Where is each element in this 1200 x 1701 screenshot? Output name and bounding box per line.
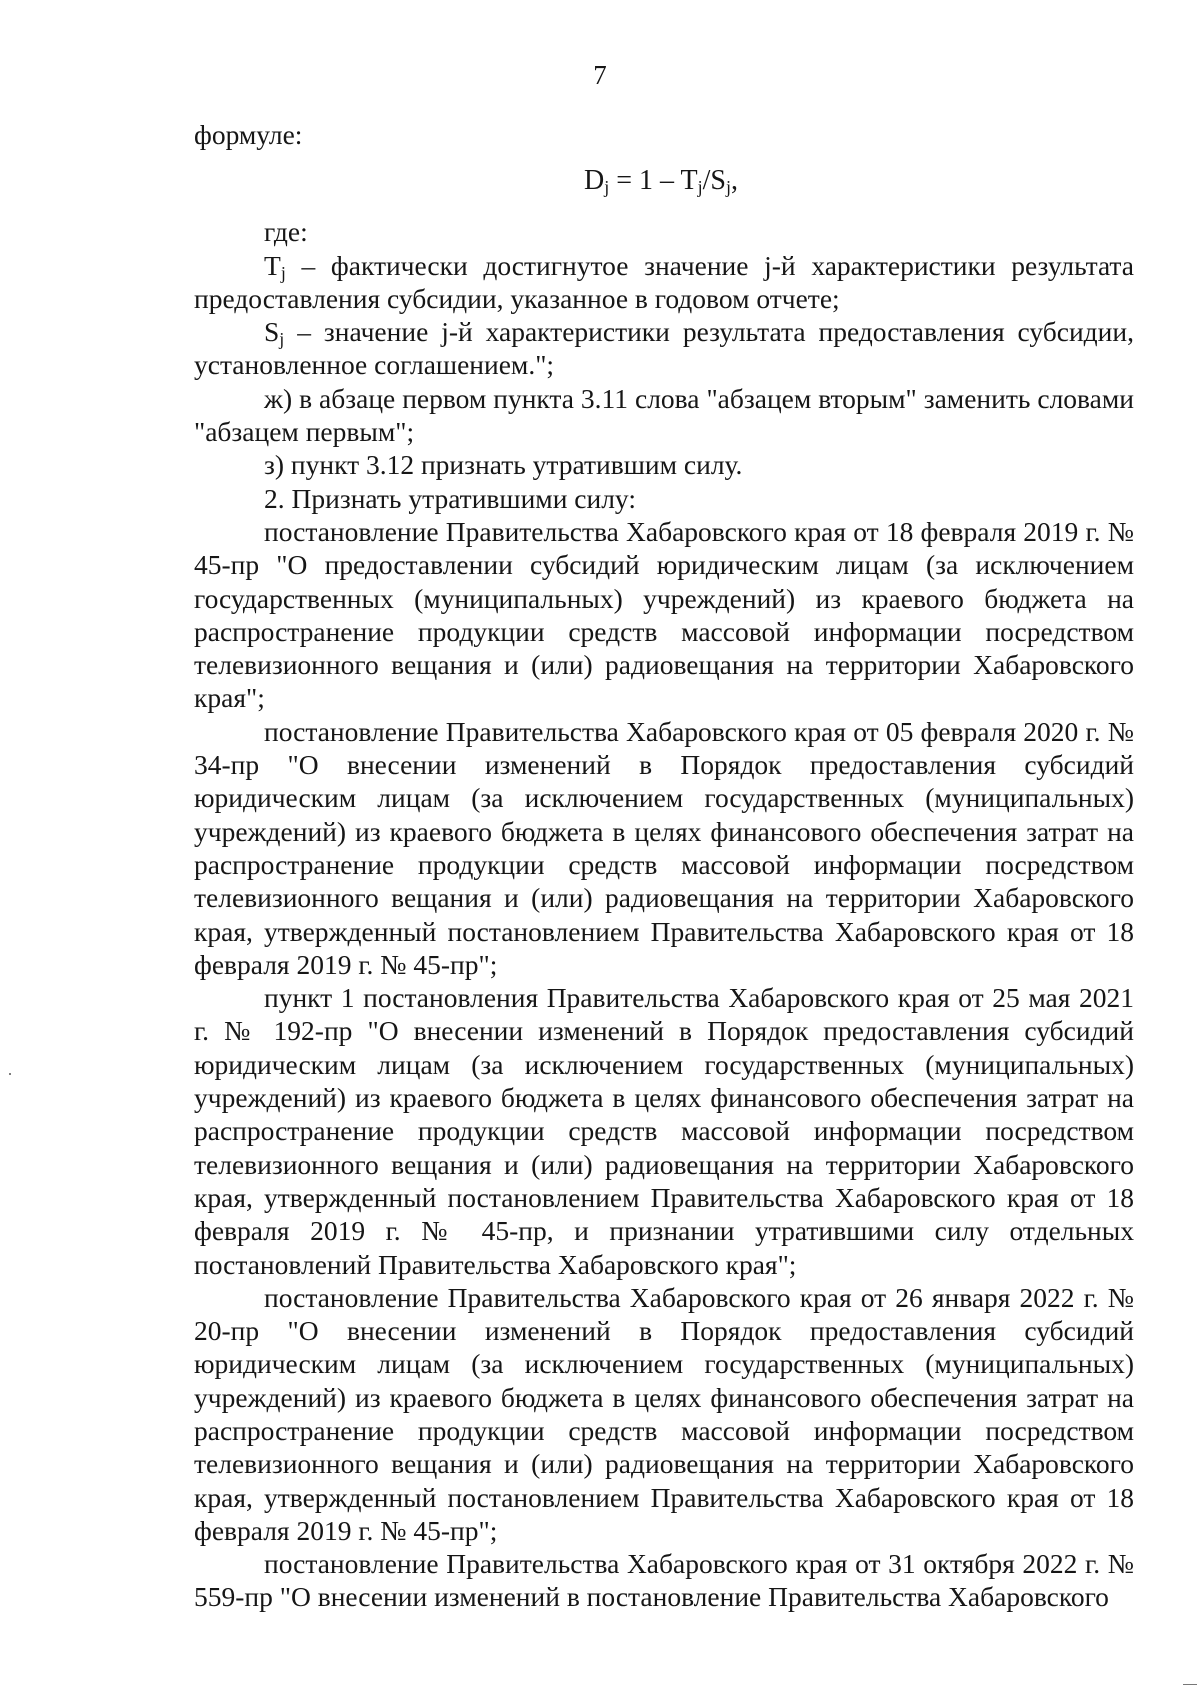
definition-t-sub: j xyxy=(280,262,286,283)
definition-s-symbol: S xyxy=(264,316,280,348)
paragraph: постановление Правительства Хабаровского края от 05 февраля 2020 г. № 34-пр "О внесении изменений в Порядок предоставления субсидий юридическим лицам (за исключением государственных (муниципальных) учреждений) из краевого бюджета в целях финансового обеспечения затрат на распространение продукции средств массовой информации посредством телевизионного вещания и (или) радиовещания на территории Хабаровского края, утвержденный постановлением Правительства Хабаровского края от 18 февраля 2019 г. № 45-пр"; xyxy=(194,715,1134,980)
page-number: 7 xyxy=(593,60,607,90)
formula-s-sub: j xyxy=(726,177,732,198)
paragraph: з) пункт 3.12 признать утратившим силу. xyxy=(264,449,743,481)
definition-t-symbol: T xyxy=(264,249,281,281)
formula-d-sub: j xyxy=(604,177,610,198)
where-label: где: xyxy=(264,216,308,248)
paragraph: пункт 1 постановления Правительства Хабаровского края от 25 мая 2021 г. № 192-пр "О внесении изменений в Порядок предоставления субсидий юридическим лицам (за исключением государственных (муниципальных) учреждений) из краевого бюджета в целях финансового обеспечения затрат на распространение продукции средств массовой информации посредством телевизионного вещания и (или) радиовещания на территории Хабаровского края, утвержденный постановлением Правительства Хабаровского края от 18 февраля 2019 г. № 45-пр, и признании утратившими силу отдельных постановлений Правительства Хабаровского края"; xyxy=(194,982,1134,1280)
scan-artifact xyxy=(9,1073,11,1075)
formula-mid: = 1 – T xyxy=(609,165,698,197)
definition-s-sub: j xyxy=(279,329,285,350)
definition-t xyxy=(194,249,1134,316)
paragraph: постановление Правительства Хабаровского края от 26 января 2022 г. № 20-пр "О внесении изменений в Порядок предоставления субсидий юридическим лицам (за исключением государственных (муниципальных) учреждений) из краевого бюджета в целях финансового обеспечения затрат на распространение продукции средств массовой информации посредством телевизионного вещания и (или) радиовещания на территории Хабаровского края, утвержденный постановлением Правительства Хабаровского края от 18 февраля 2019 г. № 45-пр"; xyxy=(194,1281,1134,1546)
paragraph: 2. Признать утратившими силу: xyxy=(264,482,636,514)
paragraph: ж) в абзаце первом пункта 3.11 слова "абзацем вторым" заменить словами "абзацем первым"; xyxy=(194,382,1134,448)
paragraph: постановление Правительства Хабаровского края от 18 февраля 2019 г. № 45-пр "О предоставлении субсидий юридическим лицам (за исключением государственных (муниципальных) учреждений) из краевого бюджета на распространение продукции средств массовой информации посредством телевизионного вещания и (или) радиовещания на территории Хабаровского края"; xyxy=(194,515,1134,714)
formula-end: , xyxy=(731,165,739,197)
document-body xyxy=(194,118,1134,1614)
lead-text: формуле: xyxy=(194,119,303,150)
definition-s xyxy=(194,315,1134,382)
definition-s-text: – значение j-й характеристики результата предоставления субсидии, установленное соглашением."; xyxy=(194,316,1134,381)
formula-slash: /S xyxy=(702,165,727,197)
scan-artifact xyxy=(1183,1684,1197,1685)
paragraph: постановление Правительства Хабаровского края от 31 октября 2022 г. № 559-пр "О внесении изменений в постановление Правительства Хабаровского xyxy=(194,1548,1134,1613)
definition-t-text: – фактически достигнутое значение j-й характеристики результата предоставления субсидии, указанное в годовом отчете; xyxy=(194,249,1134,314)
formula-d: D xyxy=(584,165,605,197)
formula-t-sub: j xyxy=(697,177,703,198)
formula xyxy=(194,164,1134,197)
